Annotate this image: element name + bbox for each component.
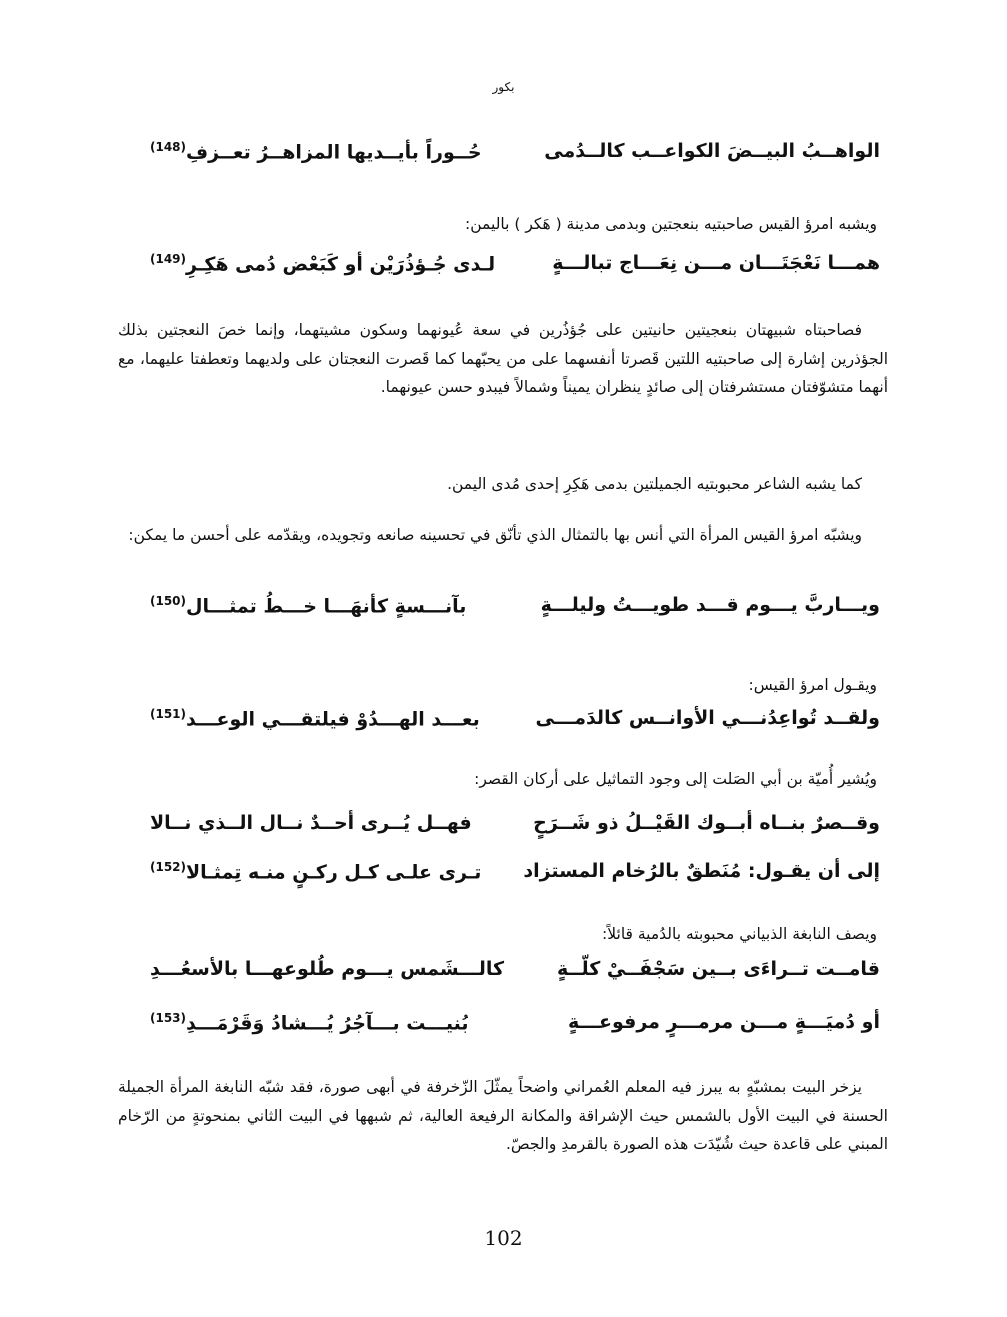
- verse-148-second-hemistich: حُــوراً بأيــديها المزاهــرُ تعــزفِ$^{(148)}$: [150, 140, 482, 164]
- page-number: 102: [484, 1226, 523, 1250]
- footnote-marker-153: (153): [150, 1011, 187, 1025]
- verse-148: [150, 140, 880, 174]
- verse-149-second-hemistich: لـدى جُـؤذُرَيْن أو كَبَعْض دُمى هَكِـرِ$^{(149)}$: [150, 252, 496, 276]
- footnote-marker-148: (148): [150, 140, 187, 154]
- paragraph-3: ويشبّه امرؤ القيس المرأة التي أنس بها بالتمثال الذي تأنّق في تحسينه صانعه وتجويده، ويقدّمه على أحسن ما يمكن:: [128, 526, 862, 544]
- verse-150: [150, 594, 880, 628]
- verse-150-second-hemistich: بآنـــسةٍ كأنهَـــا خـــطُ تمثـــال$^{(150)}$: [150, 594, 467, 618]
- footnote-marker-152: (152): [150, 860, 187, 874]
- verse-152-line-2-first-hemistich: إلى أن يقـول: مُنَطقٌ بالرُخام المستزاد: [523, 860, 880, 882]
- verse-152-line-1-second-hemistich: فهــل يُــرى أحــدٌ نــال الــذي نــالا: [150, 812, 472, 834]
- footnote-marker-149: (149): [150, 252, 187, 266]
- verse-151: [150, 707, 880, 741]
- verse-152-line-1: [150, 812, 880, 846]
- intro-152: ويُشير أُميّة بن أبي الصَلت إلى وجود التماثيل على أركان القصر:: [474, 770, 877, 788]
- running-header: بكور: [492, 80, 515, 94]
- verse-152-line-2: [150, 860, 880, 894]
- footnote-marker-151: (151): [150, 707, 187, 721]
- verse-153-line-2-second-hemistich: بُنيـــت بـــآجُرُ يُـــشادُ وَقَرْمَـــدِ$^{(153)}$: [150, 1011, 469, 1035]
- verse-148-first-hemistich: الواهــبُ البيــضَ الكواعــب كالــدُمى: [544, 140, 880, 162]
- verse-153-line-1-second-hemistich: كالـــشَمس يـــوم طُلوعهـــا بالأسعُـــدِ: [150, 958, 505, 980]
- footnote-marker-150: (150): [150, 594, 187, 608]
- paragraph-1: فصاحبتاه شبيهتان بنعجيتين حانيتين على جُؤذُرين في سعة عُيونهما وسكون مشيتهما، وإنما خصَ النعجتين بذلك الجؤذرين إشارة إلى صاحبتيه اللتين قَصرتا أنفسهما على من يحبّهما كما قَصرت النعجتان على ولديهما وتعطفتا عليهما، مع أنهما متشوّفتان مستشرفتان إلى صائدٍ ينظران يميناً وشمالاً فيبدو حسن عيونهما.: [118, 321, 888, 396]
- verse-149: [150, 252, 880, 286]
- verse-153-line-2-first-hemistich: أو دُميَـــةٍ مـــن مرمـــرٍ مرفوعـــةٍ: [568, 1011, 880, 1033]
- paragraph-4: يزخر البيت بمشبّهٍ به يبرز فيه المعلم العُمراني واضحاً يمثّلَ الزّخرفة في أبهى صورة، فقد شبّه النابغة المرأة الجميلة الحسنة في البيت الأول بالشمس حيث الإشراقة والمكانة الرفيعة العالية، ثم شبهها في البيت الثاني بمنحوتةٍ من الرّخام المبني على قاعدة حيث شُيّدَت هذه الصورة بالقرمدِ والجصّ.: [118, 1078, 888, 1153]
- verse-149-first-hemistich: همـــا نَعْجَتَـــان مـــن نِعَـــاج تبالـــةٍ: [552, 252, 880, 274]
- verse-153-line-1: [150, 958, 880, 992]
- intro-151: ويقـول امرؤ القيس:: [748, 676, 877, 694]
- intro-153: ويصف النابغة الذبياني محبوبته بالدُمية قائلاً:: [602, 925, 877, 943]
- verse-152-line-1-first-hemistich: وقــصرٌ بنــاه أبــوك القَيْــلُ ذو شَــرَحٍ: [533, 812, 880, 834]
- intro-149: ويشبه امرؤ القيس صاحبتيه بنعجتين وبدمى مدينة ( هَكر ) باليمن:: [465, 215, 877, 233]
- paragraph-2: كما يشبه الشاعر محبوبتيه الجميلتين بدمى هَكِرِ إحدى مُدى اليمن.: [447, 475, 862, 493]
- verse-153-line-2: [150, 1011, 880, 1045]
- verse-151-first-hemistich: ولقــد تُواعِدُنـــي الأوانــس كالدَمـــى: [535, 707, 880, 729]
- verse-153-line-1-first-hemistich: قامــت تــراءَى بــين سَجْفَــيْ كلّــةٍ: [556, 958, 880, 980]
- verse-151-second-hemistich: بعـــد الهـــدُوْ فيلتقـــي الوعـــد$^{(151)}$: [150, 707, 480, 731]
- verse-152-line-2-second-hemistich: تـرى علـى كـل ركـنٍ منـه تِمثـالا$^{(152)}$: [150, 860, 482, 884]
- verse-150-first-hemistich: ويـــاربَّ يـــوم قـــد طويـــتُ وليلـــةٍ: [540, 594, 880, 616]
